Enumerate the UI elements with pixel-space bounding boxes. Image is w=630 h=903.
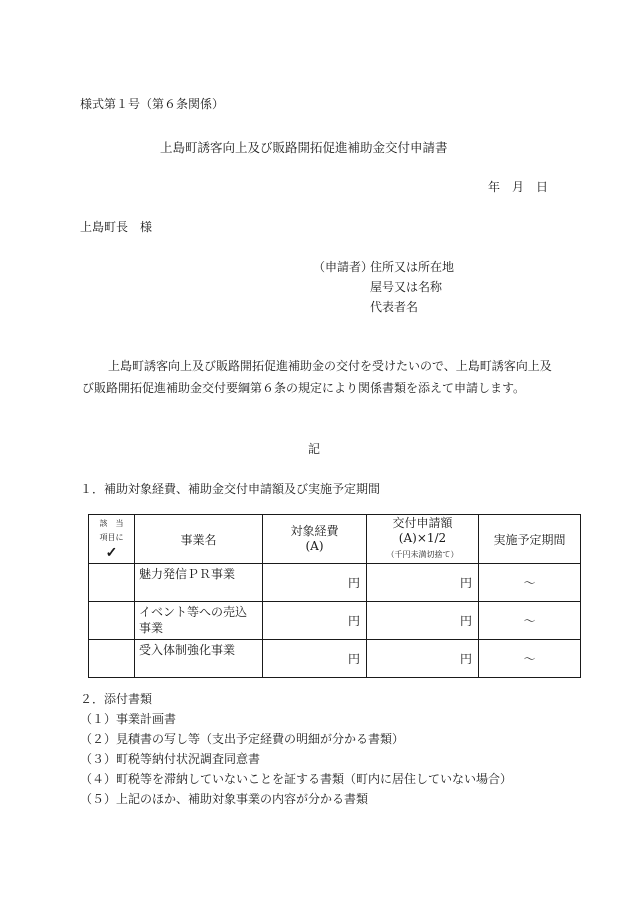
- row-business-name: 受入体制強化事業: [135, 640, 263, 678]
- row-period-cell: ～: [479, 602, 581, 640]
- applicant-label: （申請者）: [313, 260, 374, 274]
- header-check-line1: 該 当: [99, 519, 124, 528]
- row-grant-cell: 円: [367, 602, 479, 640]
- date-line: 年 月 日: [488, 180, 549, 194]
- header-check-line2: 項目に: [99, 533, 124, 542]
- header-target-cost: [263, 515, 367, 564]
- section1-title: １．補助対象経費、補助金交付申請額及び実施予定期間: [80, 482, 381, 496]
- row-business-name: 魅力発信ＰＲ事業: [135, 564, 263, 602]
- recipient-line: 上島町長 様: [80, 220, 153, 234]
- row-check-cell[interactable]: [89, 564, 135, 602]
- row-grant-cell: 円: [367, 640, 479, 678]
- form-number-label: 様式第１号（第６条関係）: [80, 97, 225, 111]
- row-period-cell: ～: [479, 564, 581, 602]
- header-cost-line1: 対象経費: [290, 524, 339, 538]
- row-period-cell: ～: [479, 640, 581, 678]
- application-table: [88, 514, 581, 678]
- attachment-item: （３）町税等納付状況調査同意書: [80, 752, 261, 766]
- table-header-row: [89, 515, 581, 564]
- applicant-business-name-label: 屋号又は名称: [370, 280, 443, 294]
- document-title: 上島町誘客向上及び販路開拓促進補助金交付申請書: [160, 140, 448, 155]
- ki-heading: 記: [308, 442, 321, 456]
- header-check-cell: [89, 515, 135, 564]
- row-check-cell[interactable]: [89, 602, 135, 640]
- header-cost-line2: (A): [305, 539, 324, 553]
- applicant-representative-label: 代表者名: [370, 300, 419, 314]
- check-mark-icon: ✓: [105, 545, 118, 561]
- table-row: [89, 640, 581, 678]
- row-grant-cell: 円: [367, 564, 479, 602]
- header-grant-amount: [367, 515, 479, 564]
- attachment-item: （１）事業計画書: [80, 712, 177, 726]
- row-check-cell[interactable]: [89, 640, 135, 678]
- applicant-address-label: 住所又は所在地: [370, 260, 455, 274]
- row-cost-cell: 円: [263, 564, 367, 602]
- header-grant-line3: （千円未満切捨て）: [386, 550, 459, 559]
- attachment-item: （４）町税等を滞納していないことを証する書類（町内に居住していない場合）: [80, 772, 513, 786]
- header-grant-line2: (A)×1/2: [398, 531, 447, 545]
- table-row: [89, 564, 581, 602]
- table-row: [89, 602, 581, 640]
- row-cost-cell: 円: [263, 602, 367, 640]
- row-business-name: イベント等への売込事業: [135, 602, 263, 640]
- attachment-item: （５）上記のほか、補助対象事業の内容が分かる書類: [80, 792, 369, 806]
- section2-title: ２．添付書類: [80, 692, 153, 706]
- header-grant-line1: 交付申請額: [392, 516, 453, 530]
- application-statement: 上島町誘客向上及び販路開拓促進補助金の交付を受けたいので、上島町誘客向上及び販路開拓促進補助金交付要綱第６条の規定により関係書類を添えて申請します。: [82, 359, 552, 395]
- header-business-name: 事業名: [135, 515, 263, 564]
- row-cost-cell: 円: [263, 640, 367, 678]
- attachment-item: （２）見積書の写し等（支出予定経費の明細が分かる書類）: [80, 732, 405, 746]
- header-period: 実施予定期間: [479, 515, 581, 564]
